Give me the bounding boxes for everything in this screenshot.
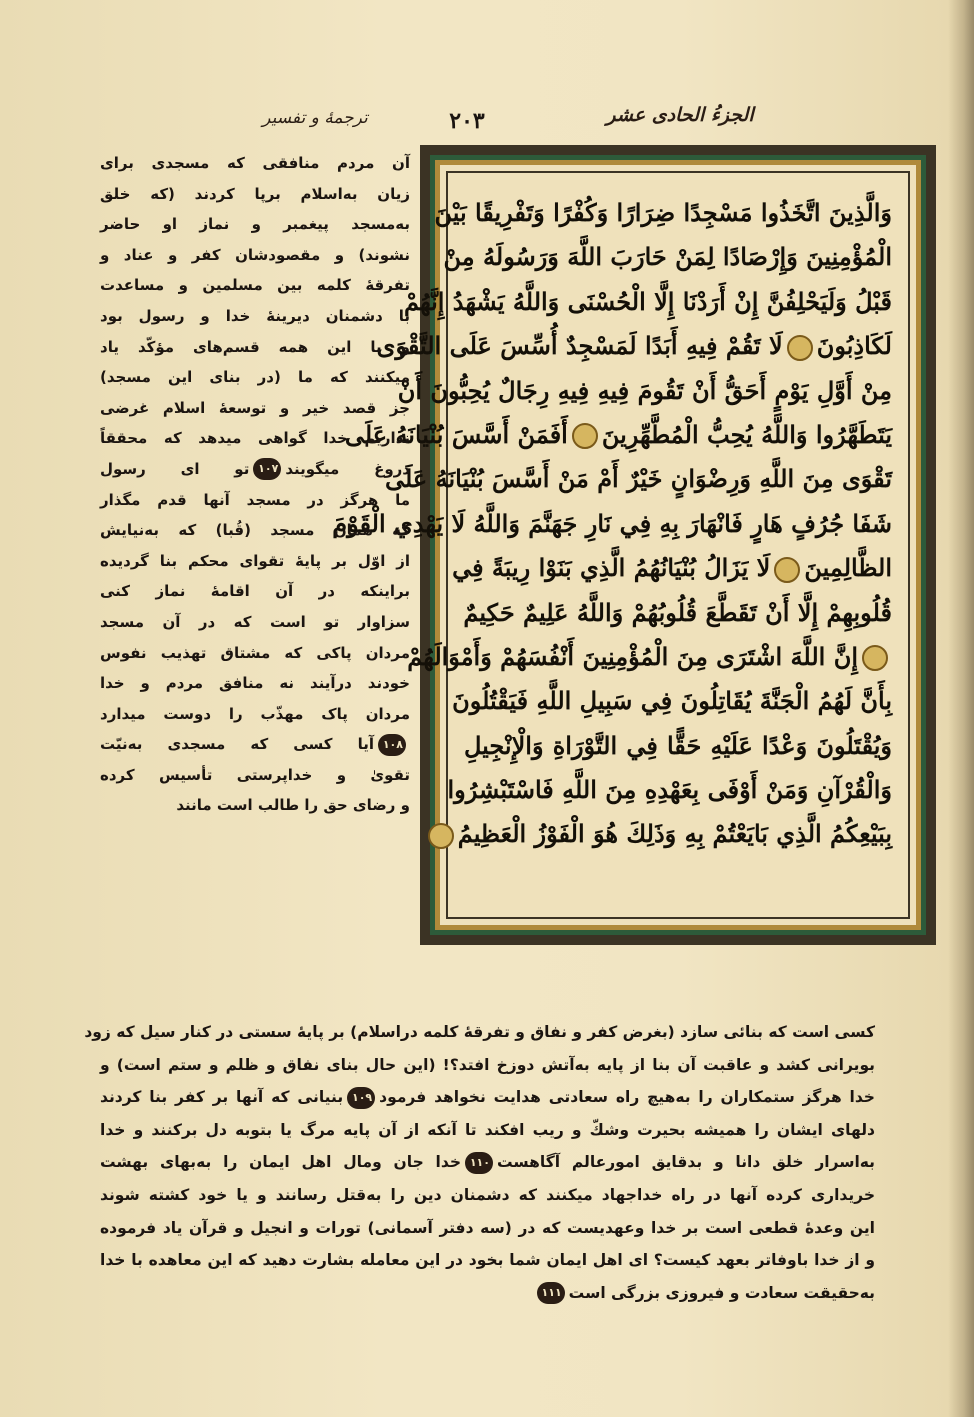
translation-line-text: جز قصد خیر و توسعهٔ اسلام غرضی — [100, 398, 410, 417]
quran-line — [404, 280, 892, 324]
quran-line-text: قُلُوبِهِمْ إِلَّا أَنْ تَقَطَّعَ قُلُوبُهُمْ وَاللَّهُ عَلِيمٌ حَكِيمٌ — [463, 597, 892, 627]
translation-line-text: با دشمنان دیرینهٔ خدا و رسول بود — [100, 306, 410, 325]
translation-line-text: و از خدا باوفاتر بعهد کیست؟ ای اهل ایمان شما بخود در این معامله بشارت دهید که این معاهده با خدا — [100, 1251, 875, 1270]
quran-line — [384, 457, 892, 501]
translation-line-text: خریداری کرده آنها در راه خداجهاد میکنند که دشمنان دین را به‌قتل رسانند و یا خود کشته شوند — [100, 1185, 875, 1204]
ayah-end-marker-icon — [774, 557, 800, 583]
translation-line — [100, 301, 410, 332]
quran-line — [397, 369, 892, 413]
translation-line-text: نداریم خدا گواهی میدهد که محققاً — [100, 429, 410, 448]
translation-line — [100, 362, 410, 393]
quran-line — [452, 546, 892, 590]
translation-line-text: دلهای ایشان را همیشه بحیرت وشكّ و ریب افکند تا آنکه از آن پایه مرگ یا بتوبه دل برکنند و خدا — [100, 1120, 875, 1139]
quran-line-text-after: لَا يَزَالُ بُنْيَانُهُمُ الَّذِي بَنَوْا رِيبَةً فِي — [452, 553, 771, 583]
translation-line — [100, 454, 410, 485]
quran-line — [344, 413, 892, 457]
translation-line-text: براینکه در آن اقامهٔ نماز کنی — [100, 582, 410, 601]
quran-line-text: لَكَاذِبُونَ — [816, 331, 892, 361]
translation-line — [100, 790, 410, 821]
quran-line — [332, 502, 892, 546]
ayah-end-marker-icon — [862, 645, 888, 671]
translation-line-text: به‌مسجد پیغمبر و نماز او حاضر — [100, 215, 410, 234]
quran-line-text: شَفَا جُرُفٍ هَارٍ فَانْهَارَ بِهِ فِي نَارِ جَهَنَّمَ وَاللَّهُ لَا يَهْدِي الْقَوْمَ — [332, 508, 892, 538]
translation-line-text: کسی است که بنائی سازد (بغرض کفر و نفاق و تفرقهٔ کلمه دراسلام) بر پایهٔ سستی در کنار سیل که زود — [84, 1023, 875, 1041]
translation-line-text-after: بنیانی که آنها بر کفر بنا کردند — [100, 1088, 344, 1107]
quran-line-text: وَالَّذِينَ اتَّخَذُوا مَسْجِدًا ضِرَارًا وَكُفْرًا وَتَفْرِيقًا بَيْنَ — [434, 198, 892, 227]
ayah-end-marker-icon — [572, 423, 598, 449]
translation-line — [100, 1244, 875, 1277]
verse-number-badge: ۱۰۸ — [378, 734, 406, 756]
translation-line-text: خودند درآیند نه منافق مردم و خدا — [100, 674, 410, 693]
translation-line-text-after: خدا جان ومال اهل ایمان را به‌بهای بهشت — [100, 1153, 461, 1172]
translation-line — [100, 1179, 875, 1212]
translation-line — [100, 1212, 875, 1245]
translation-line-text: مردان پاک مهذّب را دوست میدارد — [100, 704, 410, 723]
translation-line-text: تقویٰ و خداپرستی تأسیس کرده — [100, 765, 410, 784]
quran-line-text: وَيُقْتَلُونَ وَعْدًا عَلَيْهِ حَقًّا فِي التَّوْرَاةِ وَالْإِنْجِيلِ — [464, 730, 892, 760]
verse-number-badge: ۱۱۱ — [537, 1282, 565, 1304]
translation-line — [100, 638, 410, 669]
translation-line-text: که همان مسجد (قُبا) که به‌نیایش — [100, 521, 410, 540]
translation-line-text: از اوّل بر پایهٔ تقوای محکم بنا گردیده — [100, 551, 410, 570]
running-header-right: الجزءُ الحادی عشر — [606, 104, 754, 126]
translation-line-text: نشوند) و مقصودشان کفر و عناد و — [100, 245, 410, 264]
quran-line — [457, 812, 892, 856]
quran-line-text: يَتَطَهَّرُوا وَاللَّهُ يُحِبُّ الْمُطَّهِّرِينَ — [601, 419, 892, 449]
translation-line-text: زیان به‌اسلام برپا کردند (که خلق — [100, 184, 410, 203]
quran-line — [443, 235, 892, 279]
quran-line-text: بِبَيْعِكُمُ الَّذِي بَايَعْتُمْ بِهِ وَذَلِكَ هُوَ الْفَوْزُ الْعَظِيمُ — [457, 819, 892, 849]
translation-line-text: مردان پاکی که مشتاق تهذیب نفوس — [100, 643, 410, 662]
translation-line-text: آن مردم منافقی که مسجدی برای — [100, 154, 410, 172]
quran-line-text: تَقْوَى مِنَ اللَّهِ وَرِضْوَانٍ خَيْرٌ أَمْ مَنْ أَسَّسَ بُنْيَانَهُ عَلَى — [384, 464, 892, 494]
verse-number-badge: ۱۱۰ — [465, 1152, 493, 1174]
translation-line-text: این وعدهٔ قطعی است بر خدا وعهدیست که در (سه دفتر آسمانی) تورات و انجیل و قرآن یاد فرموده — [100, 1218, 875, 1237]
translation-line — [100, 607, 410, 638]
translation-line — [100, 240, 410, 271]
translation-line — [100, 1277, 875, 1310]
verse-number-badge: ۱۰۷ — [253, 458, 281, 480]
quran-line — [376, 324, 892, 368]
translation-line — [100, 393, 410, 424]
translation-line — [100, 546, 410, 577]
translation-line — [100, 515, 410, 546]
translation-line — [100, 485, 410, 516]
translation-line-text: بویرانی کشد و عاقبت آن بنا از پایه به‌آتش دوزخ افتد؟! (این حال بنای نفاق و ظلم و ستم است) و — [100, 1055, 875, 1074]
translation-line — [100, 179, 410, 210]
translation-line-text-after: تو ای رسول — [100, 459, 250, 478]
quran-line-text-after: لَا تَقُمْ فِيهِ أَبَدًا لَمَسْجِدٌ أُسِّسَ عَلَى التَّقْوَى — [376, 331, 783, 361]
quran-line-text: وَالْقُرْآنِ وَمَنْ أَوْفَى بِعَهْدِهِ مِنَ اللَّهِ فَاسْتَبْشِرُوا — [447, 775, 892, 805]
translation-line-text: میکنند که ما (در بنای این مسجد) — [100, 368, 410, 387]
translation-line-text: به‌اسرار خلق دانا و بدقایق امورعالم آگاهست — [497, 1153, 876, 1172]
translation-line — [100, 209, 410, 240]
translation-line — [100, 760, 410, 791]
translation-line-text: به‌حقیقت سعادت و فیروزی بزرگی است — [568, 1283, 875, 1302]
translation-bottom-block — [84, 1016, 876, 1336]
translation-line — [100, 1049, 875, 1082]
translation-line-text: ما هرگز در مسجد آنها قدم مگذار — [100, 490, 410, 509]
quran-line — [452, 679, 892, 723]
ayah-end-marker-icon — [787, 335, 813, 361]
translation-line — [100, 729, 410, 760]
quran-line — [407, 635, 892, 679]
quran-line-text-after: أَفَمَنْ أَسَّسَ بُنْيَانَهُ عَلَى — [344, 419, 568, 449]
translation-line — [100, 1146, 875, 1179]
quran-line-text: مِنْ أَوَّلِ يَوْمٍ أَحَقُّ أَنْ تَقُومَ فِيهِ فِيهِ رِجَالٌ يُحِبُّونَ أَنْ — [397, 375, 892, 405]
translation-line — [100, 668, 410, 699]
page-number: ۲۰۳ — [449, 108, 485, 134]
quran-line-text-after: إِنَّ اللَّهَ اشْتَرَى مِنَ الْمُؤْمِنِينَ أَنْفُسَهُمْ وَأَمْوَالَهُمْ — [407, 641, 858, 671]
quran-line-text: الْمُؤْمِنِينَ وَإِرْصَادًا لِمَنْ حَارَبَ اللَّهَ وَرَسُولَهُ مِنْ — [443, 242, 892, 272]
translation-line — [100, 1114, 875, 1147]
translation-line-text: و رضای حق را طالب است مانند — [176, 796, 410, 815]
translation-line — [84, 1016, 875, 1049]
translation-line-text: سزاوار تو است که در آن مسجد — [100, 612, 410, 631]
translation-line-text-after: آیا کسی که مسجدی به‌نیّت — [100, 735, 374, 754]
translation-line — [100, 270, 410, 301]
translation-side-column — [100, 148, 410, 978]
verse-number-badge: ۱۰۹ — [347, 1087, 375, 1109]
quran-line-text: بِأَنَّ لَهُمُ الْجَنَّةَ يُقَاتِلُونَ فِي سَبِيلِ اللَّهِ فَيَقْتُلُونَ — [452, 686, 892, 716]
running-header-left: ترجمهٔ و تفسیر — [262, 108, 368, 128]
translation-line — [100, 423, 410, 454]
quran-line — [464, 591, 892, 635]
ayah-end-marker-icon — [428, 823, 454, 849]
quran-line — [434, 191, 892, 235]
translation-line — [100, 332, 410, 363]
translation-line — [100, 1081, 875, 1114]
translation-line-text: تفرقهٔ کلمه بین مسلمین و مساعدت — [100, 276, 410, 295]
quran-line-text: قَبْلُ وَلَيَحْلِفُنَّ إِنْ أَرَدْنَا إِلَّا الْحُسْنَى وَاللَّهُ يَشْهَدُ إِنَّهُمْ — [404, 286, 892, 316]
translation-line — [100, 576, 410, 607]
translation-line-text: خدا هرگز ستمکاران را به‌هیچ راه سعادتی هدایت نخواهد فرمود — [379, 1088, 875, 1107]
translation-line — [100, 148, 410, 179]
page-spine-shadow — [948, 0, 974, 1417]
quran-line-text: الظَّالِمِينَ — [804, 553, 892, 583]
translation-line-text: و با این همه قسم‌های مؤکّد یاد — [100, 337, 410, 356]
translation-line-text: دروغ میگویند — [285, 459, 410, 478]
quran-line — [464, 724, 892, 768]
quran-line — [447, 768, 892, 812]
translation-line — [100, 699, 410, 730]
